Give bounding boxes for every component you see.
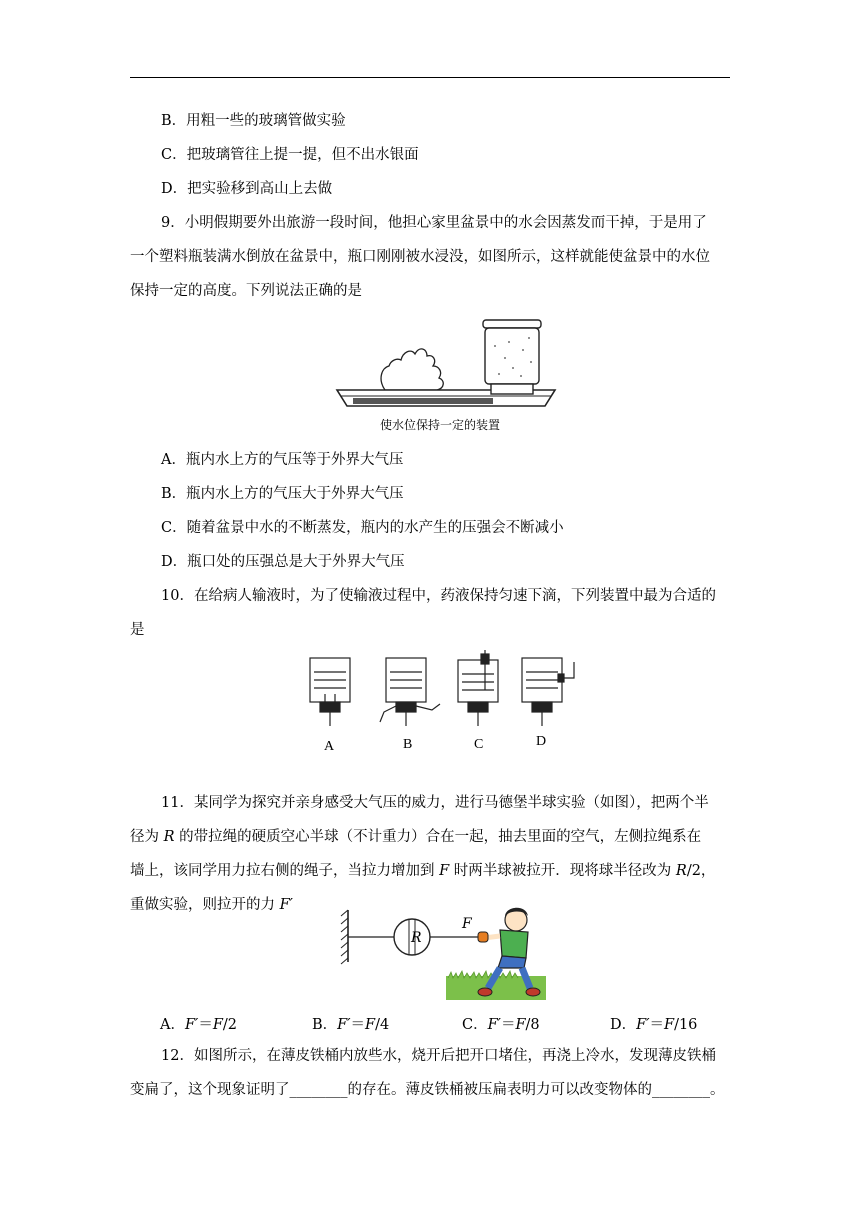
q10-label-c[interactable]: C <box>474 737 484 752</box>
q11-option-b[interactable]: B．F′＝F/4 <box>312 1017 390 1033</box>
header-rule <box>130 77 730 78</box>
q11-option-a[interactable]: A．F′＝F/2 <box>160 1017 238 1033</box>
q11-figure-label-r: R <box>411 930 422 946</box>
q9-stem-line3: 保持一定的高度。下列说法正确的是 <box>130 283 362 299</box>
q10-stem-line1: 10．在给病人输液时，为了使输液过程中，药液保持匀速下滴，下列装置中最为合适的 <box>161 588 716 604</box>
q11-figure-label-f: F <box>462 916 472 932</box>
q12-stem-line1: 12．如图所示，在薄皮铁桶内放些水，烧开后把开口堵住，再浇上冷水，发现薄皮铁桶 <box>161 1048 716 1064</box>
q11-option-d[interactable]: D．F′＝F/16 <box>610 1017 698 1033</box>
q10-stem-line2: 是 <box>130 622 145 638</box>
q9-option-b[interactable]: B．瓶内水上方的气压大于外界大气压 <box>161 486 404 502</box>
q11-option-c[interactable]: C．F′＝F/8 <box>462 1017 540 1033</box>
q9-stem-line1: 9．小明假期要外出旅游一段时间，他担心家里盆景中的水会因蒸发而干掉，于是用了 <box>161 215 707 231</box>
q9-figure-caption: 使水位保持一定的装置 <box>380 418 501 432</box>
q10-label-b[interactable]: B <box>403 737 413 752</box>
q10-label-d[interactable]: D <box>536 734 547 749</box>
q8-option-c[interactable]: C．把玻璃管往上提一提，但不出水银面 <box>161 147 419 163</box>
q11-stem-line1: 11．某同学为探究并亲身感受大气压的威力，进行马德堡半球实验（如图），把两个半 <box>161 795 709 811</box>
q9-option-a[interactable]: A．瓶内水上方的气压等于外界大气压 <box>161 452 404 468</box>
q9-option-c[interactable]: C．随着盆景中水的不断蒸发，瓶内的水产生的压强会不断减小 <box>161 520 564 536</box>
q11-stem-line4: 重做实验，则拉开的力 F′ <box>130 897 293 913</box>
q9-stem-line2: 一个塑料瓶装满水倒放在盆景中，瓶口刚刚被水浸没，如图所示，这样就能使盆景中的水位 <box>130 249 710 265</box>
q9-option-d[interactable]: D．瓶口处的压强总是大于外界大气压 <box>161 554 405 570</box>
q12-stem-line2: 变扁了，这个现象证明了________的存在。薄皮铁桶被压扁表明力可以改变物体的________。 <box>130 1082 725 1098</box>
magdeburg-hemispheres-figure <box>340 904 550 1004</box>
q8-option-b[interactable]: B．用粗一些的玻璃管做实验 <box>161 113 346 129</box>
q10-label-a[interactable]: A <box>324 739 335 754</box>
q11-stem-line2: 径为 R 的带拉绳的硬质空心半球（不计重力）合在一起，抽去里面的空气，左侧拉绳系在 <box>130 829 702 845</box>
bonsai-bottle-figure <box>333 316 559 412</box>
iv-bottles-figure <box>300 650 590 732</box>
q11-stem-line3: 墙上，该同学用力拉右侧的绳子，当拉力增加到 F 时两半球被拉开．现将球半径改为 R/2， <box>130 863 716 879</box>
q8-option-d[interactable]: D．把实验移到高山上去做 <box>161 181 333 197</box>
